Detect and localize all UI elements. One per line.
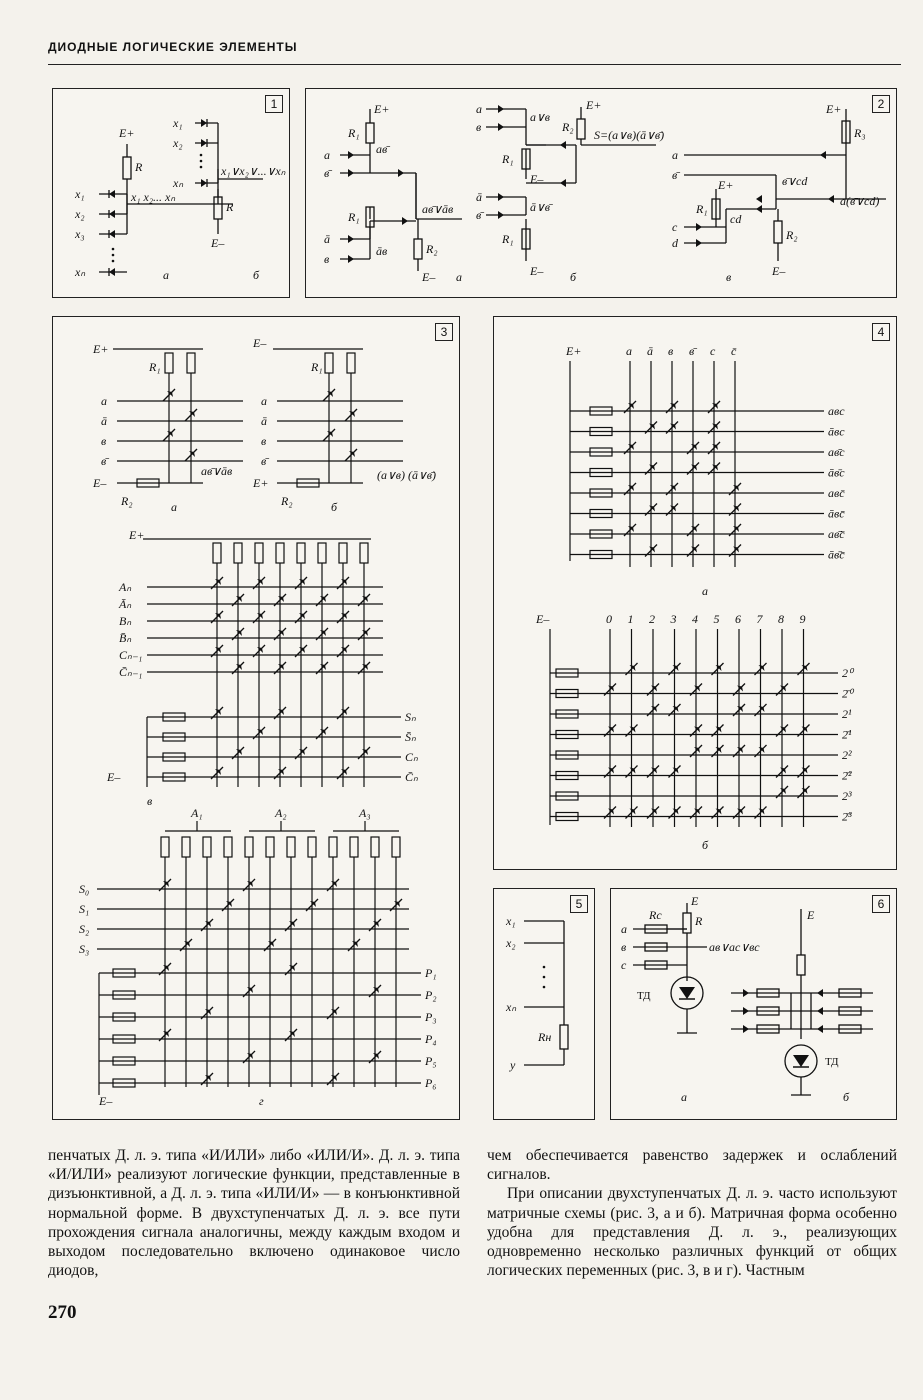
figure-3	[52, 316, 460, 1120]
digit-column-label: 8	[778, 612, 784, 626]
matrix-output-label: aв̄c̄	[828, 527, 845, 541]
input-nb-1: в̄	[324, 166, 330, 180]
figure-number: 3	[435, 323, 453, 341]
decoder-output-label: P₄	[425, 1032, 437, 1046]
digit-column-label: 0	[606, 612, 612, 626]
matrix-output-label: āвc̄	[828, 506, 845, 521]
figure-1-schematic	[53, 89, 289, 297]
resistor	[245, 837, 253, 857]
xn-5: xₙ	[506, 1000, 517, 1014]
running-header: ДИОДНЫЕ ЛОГИЧЕСКИЕ ЭЛЕМЕНТЫ	[48, 40, 298, 54]
e-plus-b: E+	[586, 98, 602, 112]
r1-c: R₁	[696, 202, 708, 216]
x1-5: x₁	[506, 914, 516, 928]
sub-4a: а	[702, 584, 708, 598]
input-a-6: a	[621, 922, 627, 936]
resistor	[318, 543, 326, 563]
s-label: S=(a∨в)(ā∨в̄)	[594, 128, 665, 142]
resistor	[203, 837, 211, 857]
adder-output-label: S̄ₙ	[405, 730, 416, 744]
figure-number: 2	[872, 95, 890, 113]
decoder-input-label: S₃	[79, 942, 90, 956]
e-minus-label: E–	[211, 236, 225, 250]
matrix-column-label: a	[626, 344, 632, 358]
figure-2-schematic	[306, 89, 896, 297]
r-6a: R	[695, 914, 703, 928]
matrix-output-label: aв̄c	[828, 445, 845, 459]
resistor	[360, 543, 368, 563]
input-a-1: a	[324, 148, 330, 162]
e-minus-4b: E–	[536, 612, 550, 626]
x2-5: x₂	[506, 936, 516, 950]
or-output-label: x₁∨x₂∨...∨xₙ	[221, 164, 286, 178]
input-nb-b: в̄	[476, 208, 482, 222]
weight-output-label: 2²	[842, 748, 852, 762]
matrix-column-label: ā	[647, 344, 653, 358]
input-nb-c: в̄	[672, 168, 678, 182]
matrix-column-label: в	[668, 344, 674, 358]
page-number: 270	[48, 1302, 77, 1323]
group-address-label: A₃	[359, 806, 371, 820]
r2-3a: R₂	[121, 494, 133, 508]
figure-number: 4	[872, 323, 890, 341]
out-c-label: a(в̄∨cd)	[840, 194, 880, 208]
weight-output-label: 2̄²	[842, 768, 852, 783]
or1-label: a∨в	[530, 110, 550, 124]
sub-6b: б	[843, 1090, 850, 1104]
weight-output-label: 2̄¹	[842, 727, 852, 742]
adder-input-label: B̄ₙ	[119, 631, 132, 645]
figure-number: 5	[570, 895, 588, 913]
decoder-output-label: P₁	[425, 966, 437, 980]
matrix-output-label: aвc̄	[828, 486, 845, 500]
sub-a: а	[456, 270, 462, 284]
matrix-input-label: в̄	[261, 454, 267, 468]
sub-c: в	[726, 270, 732, 284]
weight-output-label: 2³	[842, 789, 852, 803]
out-3b: (a∨в) (ā∨в̄)	[377, 468, 436, 482]
e-minus-3c: E–	[107, 770, 121, 784]
input-c-6: c	[621, 958, 627, 972]
input-na: ā	[324, 232, 330, 246]
paragraph-right-1: чем обеспечивается равенство задержек и ослаблений сигналов.	[487, 1147, 897, 1184]
subfigure-b-label: б	[253, 268, 260, 282]
r1-a2: R₁	[348, 210, 360, 224]
resistor	[325, 353, 333, 373]
e-minus-b1: E–	[530, 172, 544, 186]
resistor	[329, 837, 337, 857]
group-address-label: A₂	[275, 806, 287, 820]
r2-3b: R₂	[281, 494, 293, 508]
e-plus-a: E+	[374, 102, 390, 116]
e-minus-a: E–	[422, 270, 436, 284]
decoder-input-label: S₂	[79, 922, 90, 936]
rc-6a: Rc	[649, 908, 662, 922]
resistor	[255, 543, 263, 563]
body-text-left	[48, 1146, 460, 1280]
or2-label: ā∨в̄	[530, 200, 550, 214]
resistor	[350, 837, 358, 857]
sub-3d: г	[259, 1094, 264, 1108]
input-b-6: в	[621, 940, 627, 954]
out-3a: aв̄∨āв	[201, 464, 233, 478]
decoder-output-label: P₅	[425, 1054, 437, 1068]
matrix-output-label: aвc	[828, 404, 845, 418]
decoder-output-label: P₃	[425, 1010, 437, 1024]
bcd-label: в̄∨cd	[782, 174, 808, 188]
resistor	[266, 837, 274, 857]
out-6a: aв∨ac∨вc	[709, 940, 760, 954]
figure-number: 6	[872, 895, 890, 913]
resistor	[224, 837, 232, 857]
r1-b2: R₁	[502, 232, 514, 246]
e-minus-3b: E–	[253, 336, 267, 350]
sub-4b: б	[702, 838, 709, 852]
td-6a: ТД	[637, 990, 651, 1002]
decoder-output-label: P₆	[425, 1076, 437, 1090]
figure-6-schematic	[611, 889, 896, 1119]
input-c: c	[672, 220, 678, 234]
digit-column-label: 9	[799, 612, 806, 626]
xn-label: xₙ	[75, 265, 86, 279]
x3-label: x₃	[75, 227, 85, 241]
matrix-input-label: в̄	[101, 454, 107, 468]
r2-c: R₂	[786, 228, 798, 242]
resistor	[371, 837, 379, 857]
cd-label: cd	[730, 212, 742, 226]
nab-label: āв	[376, 244, 388, 258]
r-label-b: R	[226, 200, 234, 214]
figure-5-schematic	[494, 889, 594, 1119]
ab-label: aв̄	[376, 142, 388, 156]
sub-b: б	[570, 270, 577, 284]
x2-label-b: x₂	[173, 136, 183, 150]
figure-2	[305, 88, 897, 298]
e-minus-3a: E–	[93, 476, 107, 490]
r-label: R	[135, 160, 143, 174]
subfigure-a-label: а	[163, 268, 169, 282]
adder-output-label: C̄ₙ	[405, 770, 418, 784]
adder-output-label: Cₙ	[405, 750, 418, 764]
decoder-input-label: S₁	[79, 902, 90, 916]
e-6a: E	[691, 894, 699, 908]
matrix-output-label: āвc	[828, 424, 845, 439]
matrix-column-label: в̄	[689, 344, 695, 358]
resistor	[182, 837, 190, 857]
rn-5: Rн	[538, 1030, 552, 1044]
resistor	[347, 353, 355, 373]
e-plus-4a: E+	[566, 344, 582, 358]
sub-6a: а	[681, 1090, 687, 1104]
weight-output-label: 2̄⁰	[842, 686, 853, 701]
r1-3a: R₁	[149, 360, 161, 374]
matrix-column-label: c	[710, 344, 716, 358]
sub-3a: а	[171, 500, 177, 514]
figure-4	[493, 316, 897, 870]
matrix-input-label: a	[261, 394, 267, 408]
x1-label: x₁	[75, 187, 85, 201]
figure-5	[493, 888, 595, 1120]
resistor	[276, 543, 284, 563]
e-plus-3c: E+	[129, 528, 145, 542]
r3-label: R₃	[854, 126, 866, 140]
decoder-input-label: S₀	[79, 882, 90, 896]
input-na-b: ā	[476, 190, 482, 204]
matrix-column-label: c̄	[731, 344, 737, 358]
paragraph-right-2: При описании двухступенчатых Д. л. э. часто используют матричные схемы (рис. 3, а и б). Матричная форма особенно удобна для представления Д. л. э., реализующих одновременно несколько различных функций от общих логических переменных (рис. 3, в и г). Частным	[487, 1185, 897, 1280]
resistor	[234, 543, 242, 563]
r2-a: R₂	[426, 242, 438, 256]
figure-6	[610, 888, 897, 1120]
matrix-input-label: ā	[101, 414, 107, 428]
e-plus-c: E+	[826, 102, 842, 116]
sub-3c: в	[147, 794, 153, 808]
e-minus-b2: E–	[530, 264, 544, 278]
input-a-c: a	[672, 148, 678, 162]
matrix-input-label: a	[101, 394, 107, 408]
resistor	[308, 837, 316, 857]
e-plus-label: E+	[119, 126, 135, 140]
td-6b: ТД	[825, 1056, 839, 1068]
input-b-b: в	[476, 120, 482, 134]
matrix-output-label: āв̄c̄	[828, 547, 845, 562]
xn-label-b: xₙ	[173, 176, 184, 190]
resistor	[161, 837, 169, 857]
digit-column-label: 7	[756, 612, 763, 626]
figure-number: 1	[265, 95, 283, 113]
decoder-output-label: P₂	[425, 988, 437, 1002]
sub-3b: б	[331, 500, 338, 514]
header-rule	[48, 64, 901, 65]
resistor	[287, 837, 295, 857]
adder-input-label: C̄ₙ₋₁	[119, 665, 143, 679]
digit-column-label: 4	[692, 612, 698, 626]
paragraph-left: пенчатых Д. л. э. типа «И/ИЛИ» либо «ИЛИ/И». Д. л. э. типа «И/ИЛИ» реализуют логические функции, представленные в дизъюнктивной, а Д. л. э. типа «ИЛИ/И» — в конъюнктивной нормальной форме. В двухступенчатых Д. л. э. все пути прохождения сигнала аналогичны, между каждым входом и выходом последовательно включено одинаковое число диодов,	[48, 1147, 460, 1280]
e-plus-c2: E+	[718, 178, 734, 192]
input-b: в	[324, 252, 330, 266]
y-5: y	[510, 1058, 516, 1072]
digit-column-label: 6	[735, 612, 741, 626]
e-plus-3a: E+	[93, 342, 109, 356]
e-plus-3b: E+	[253, 476, 269, 490]
digit-column-label: 1	[627, 612, 634, 626]
resistor	[297, 543, 305, 563]
r1-3b: R₁	[311, 360, 323, 374]
digit-column-label: 5	[713, 612, 720, 626]
input-a-b: a	[476, 102, 482, 116]
figure-3-schematic	[53, 317, 459, 1119]
weight-output-label: 2⁰	[842, 666, 853, 680]
figure-1	[52, 88, 290, 298]
adder-output-label: Sₙ	[405, 710, 416, 724]
body-text-right	[487, 1146, 897, 1280]
matrix-output-label: āв̄c	[828, 465, 845, 480]
resistor	[187, 353, 195, 373]
e-6b: E	[807, 908, 815, 922]
x2-label: x₂	[75, 207, 85, 221]
digit-column-label: 3	[670, 612, 677, 626]
input-d: d	[672, 236, 678, 250]
matrix-input-label: в	[261, 434, 267, 448]
e-minus-c: E–	[772, 264, 786, 278]
resistor	[339, 543, 347, 563]
figure-4-schematic	[494, 317, 896, 869]
weight-output-label: 2̄³	[842, 809, 852, 824]
group-address-label: A₁	[191, 806, 203, 820]
matrix-input-label: ā	[261, 414, 267, 428]
resistor	[165, 353, 173, 373]
adder-input-label: Āₙ	[119, 597, 132, 611]
e-minus-3d: E–	[99, 1094, 113, 1108]
adder-input-label: Bₙ	[119, 614, 132, 628]
adder-input-label: Aₙ	[119, 580, 132, 594]
xor-label: aв̄∨āв	[422, 202, 454, 216]
matrix-input-label: в	[101, 434, 107, 448]
digit-column-label: 2	[649, 612, 655, 626]
x1-label-b: x₁	[173, 116, 183, 130]
resistor	[392, 837, 400, 857]
resistor	[213, 543, 221, 563]
r2-b: R₂	[562, 120, 574, 134]
adder-input-label: Cₙ₋₁	[119, 648, 143, 662]
r1-b: R₁	[502, 152, 514, 166]
weight-output-label: 2¹	[842, 707, 852, 721]
and-output-label: x₁ x₂... xₙ	[131, 190, 176, 204]
r1-a: R₁	[348, 126, 360, 140]
